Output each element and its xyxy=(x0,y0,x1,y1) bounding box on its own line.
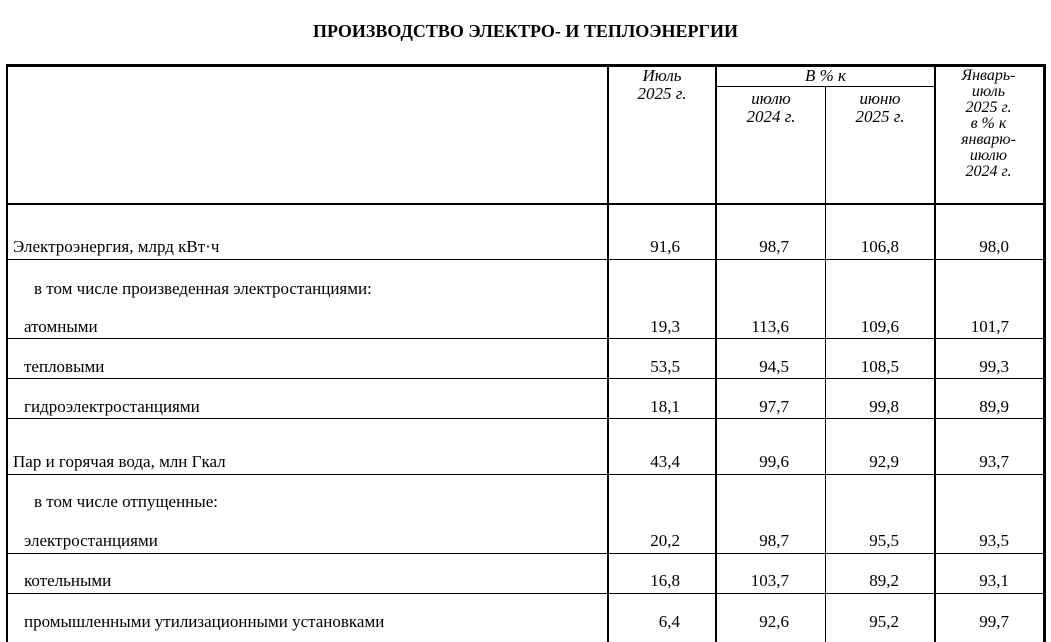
cell: 113,6 xyxy=(751,317,789,336)
cell: 97,7 xyxy=(759,397,789,416)
column-divider xyxy=(825,86,826,642)
group-header-divider xyxy=(716,86,935,87)
row-label-nuclear: атомными xyxy=(24,317,98,336)
row-divider xyxy=(8,418,1043,419)
row-label-steam: Пар и горячая вода, млн Гкал xyxy=(13,452,226,471)
row-divider xyxy=(8,553,1043,554)
table-frame xyxy=(6,64,1046,642)
cell: 91,6 xyxy=(650,237,680,256)
cell: 89,9 xyxy=(979,397,1009,416)
row-divider xyxy=(8,259,1043,260)
cell: 93,5 xyxy=(979,531,1009,550)
row-divider xyxy=(8,593,1043,594)
cell: 93,1 xyxy=(979,571,1009,590)
header-july-2025: Июль 2025 г. xyxy=(637,66,687,103)
cell: 98,7 xyxy=(759,531,789,550)
cell: 101,7 xyxy=(970,317,1009,336)
row-label-electricity: Электроэнергия, млрд кВт·ч xyxy=(13,237,220,256)
cell: 53,5 xyxy=(650,357,680,376)
cell: 98,0 xyxy=(979,237,1009,256)
cell: 94,5 xyxy=(759,357,789,376)
cell: 95,2 xyxy=(869,612,899,631)
header-jan-jul: Январь- июль 2025 г. в % к январю- июлю 2024 г. xyxy=(961,67,1016,180)
cell: 92,6 xyxy=(759,612,789,631)
cell: 99,3 xyxy=(979,357,1009,376)
cell: 92,9 xyxy=(869,452,899,471)
row-label-subheading: в том числе произведенная электростанциями: xyxy=(34,279,372,298)
page-title: ПРОИЗВОДСТВО ЭЛЕКТРО- И ТЕПЛОЭНЕРГИИ xyxy=(313,21,738,41)
row-label-subheading: в том числе отпущенные: xyxy=(34,492,218,511)
row-label-power-plants: электростанциями xyxy=(24,531,158,550)
column-divider xyxy=(607,64,609,642)
cell: 93,7 xyxy=(979,452,1009,471)
cell: 99,6 xyxy=(759,452,789,471)
cell: 99,7 xyxy=(979,612,1009,631)
cell: 98,7 xyxy=(759,237,789,256)
row-label-industrial: промышленными утилизационными установками xyxy=(24,612,385,631)
cell: 89,2 xyxy=(869,571,899,590)
header-july-2024: июлю 2024 г. xyxy=(746,89,796,126)
header-divider xyxy=(8,203,1043,205)
cell: 19,3 xyxy=(650,317,680,336)
row-divider xyxy=(8,474,1043,475)
cell: 18,1 xyxy=(650,397,680,416)
row-label-thermal: тепловыми xyxy=(24,357,105,376)
cell: 109,6 xyxy=(860,317,899,336)
header-percent-group: В % к xyxy=(805,66,846,85)
column-divider xyxy=(715,64,717,642)
header-june-2025: июню 2025 г. xyxy=(855,89,905,126)
row-divider xyxy=(8,338,1043,339)
cell: 6,4 xyxy=(658,612,680,631)
cell: 16,8 xyxy=(650,571,680,590)
row-label-hydro: гидроэлектростанциями xyxy=(24,397,200,416)
cell: 106,8 xyxy=(860,237,899,256)
cell: 108,5 xyxy=(860,357,899,376)
row-label-boilers: котельными xyxy=(24,571,112,590)
cell: 95,5 xyxy=(869,531,899,550)
cell: 20,2 xyxy=(650,531,680,550)
cell: 103,7 xyxy=(750,571,789,590)
row-divider xyxy=(8,378,1043,379)
cell: 99,8 xyxy=(869,397,899,416)
cell: 43,4 xyxy=(650,452,680,471)
